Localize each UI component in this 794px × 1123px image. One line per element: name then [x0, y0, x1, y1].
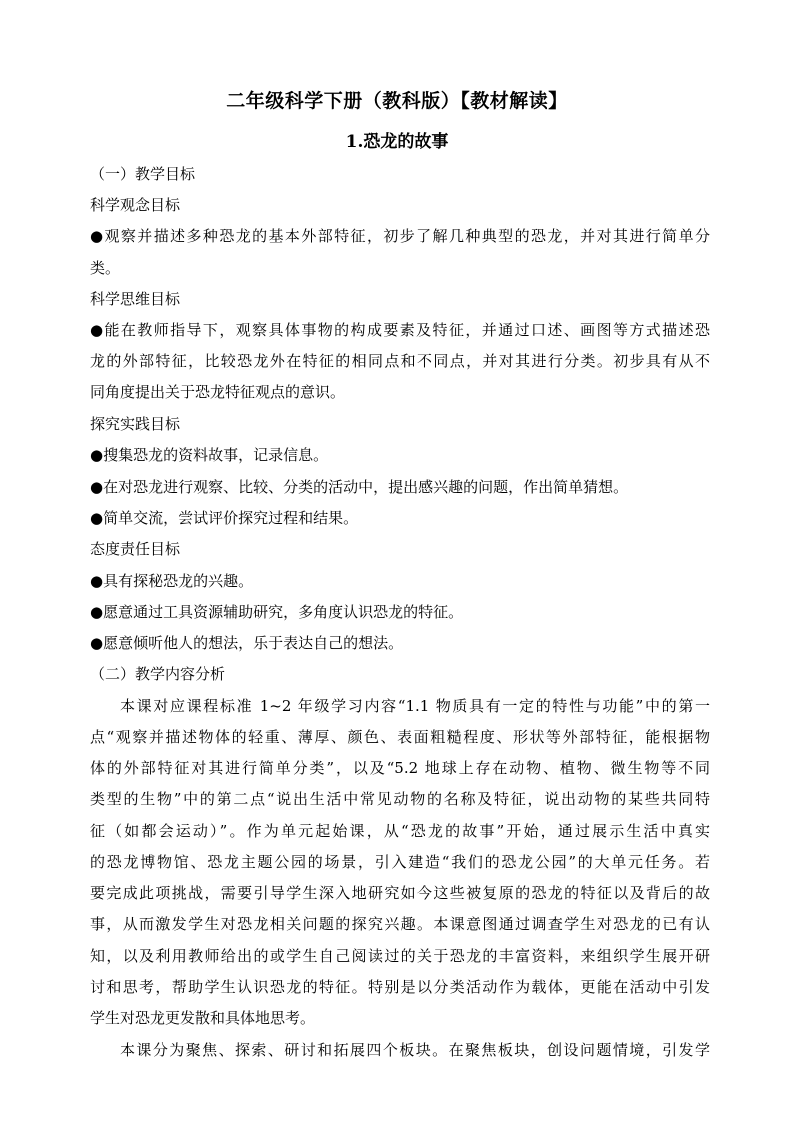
paragraph-line: 体的外部特征对其进行简单分类”，以及“5.2 地球上存在动物、植物、微生物等不同	[90, 759, 710, 777]
goal-heading-inquiry-practice: 探究实践目标	[90, 415, 181, 433]
bullet-line: ● 观察并描述多种恐龙的基本外部特征，初步了解几种典型的恐龙，并对其进行简单分	[90, 226, 710, 246]
bullet-line: ● 能在教师指导下，观察具体事物的构成要素及特征，并通过口述、画图等方式描述恐	[90, 320, 710, 340]
paragraph-line: 龙的外部特征，比较恐龙外在特征的相同点和不同点，并对其进行分类。初步具有从不	[90, 352, 710, 370]
bullet-line: ● 愿意倾听他人的想法，乐于表达自己的想法。	[90, 633, 710, 653]
bullet-line: ● 愿意通过工具资源辅助研究，多角度认识恐龙的特征。	[90, 602, 710, 622]
lesson-title: 1.恐龙的故事	[345, 132, 449, 152]
paragraph-line: 本课对应课程标准 1~2 年级学习内容“1.1 物质具有一定的特性与功能”中的第一	[120, 697, 710, 715]
document-title: 二年级科学下册（教科版）【教材解读】	[226, 90, 568, 112]
paragraph-line: 类。	[90, 259, 121, 277]
paragraph-line: 事，从而激发学生对恐龙相关问题的探究兴趣。本课意图通过调查学生对恐龙的已有认	[90, 915, 710, 933]
section-heading-content-analysis: （二）教学内容分析	[90, 665, 226, 683]
bullet-line: ● 具有探秘恐龙的兴趣。	[90, 571, 710, 591]
paragraph-line: 的恐龙博物馆、恐龙主题公园的场景，引入建造“我们的恐龙公园”的大单元任务。若	[90, 853, 710, 871]
paragraph-line: 要完成此项挑战，需要引导学生深入地研究如今这些被复原的恐龙的特征以及背后的故	[90, 884, 710, 902]
paragraph-line: 讨和思考，帮助学生认识恐龙的特征。特别是以分类活动作为载体，更能在活动中引发	[90, 978, 710, 996]
paragraph-line: 本课分为聚焦、探索、研讨和拓展四个板块。在聚焦板块，创设问题情境，引发学	[120, 1041, 710, 1059]
section-heading-objectives: （一）教学目标	[90, 165, 196, 183]
goal-heading-attitude: 态度责任目标	[90, 540, 181, 558]
paragraph-line: 学生对恐龙更发散和具体地思考。	[90, 1009, 316, 1027]
bullet-line: ● 搜集恐龙的资料故事，记录信息。	[90, 445, 710, 465]
paragraph-line: 知，以及利用教师给出的或学生自己阅读过的关于恐龙的丰富资料，来组织学生展开研	[90, 947, 710, 965]
bullet-line: ● 在对恐龙进行观察、比较、分类的活动中，提出感兴趣的问题，作出简单猜想。	[90, 477, 710, 497]
bullet-line: ● 简单交流，尝试评价探究过程和结果。	[90, 508, 710, 528]
paragraph-line: 同角度提出关于恐龙特征观点的意识。	[90, 383, 346, 401]
goal-heading-science-thinking: 科学思维目标	[90, 290, 181, 308]
paragraph-line: 点“观察并描述物体的轻重、薄厚、颜色、表面粗糙程度、形状等外部特征，能根据物	[90, 728, 710, 746]
paragraph-line: 征（如都会运动）”。作为单元起始课，从“恐龙的故事”开始，通过展示生活中真实	[90, 822, 710, 840]
goal-heading-science-concept: 科学观念目标	[90, 196, 181, 214]
paragraph-line: 类型的生物”中的第二点“说出生活中常见动物的名称及特征，说出动物的某些共同特	[90, 790, 710, 808]
